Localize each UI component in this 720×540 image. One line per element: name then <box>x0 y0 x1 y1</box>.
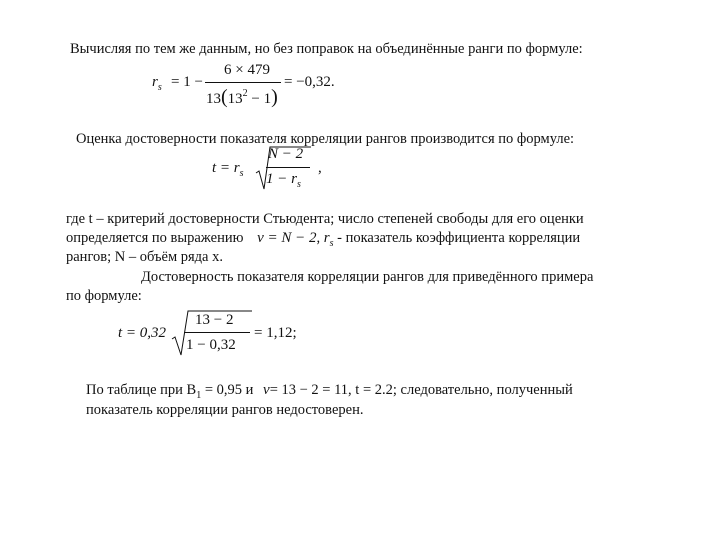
para-line-4: Достоверность показателя корреляции рангов для приведённого примера <box>141 269 594 285</box>
reliability-heading: Оценка достоверности показателя корреляции рангов производится по формуле: <box>76 131 575 147</box>
nu-formula: v = N − 2 <box>257 230 317 246</box>
f1-result: = −0,32. <box>284 74 335 90</box>
rs-symbol: $r_s$ <box>323 230 334 249</box>
f1-numerator: 6 × 479 <box>224 62 270 78</box>
conclusion-line-2: показатель корреляции рангов недостоверен. <box>86 402 364 418</box>
f2-numerator: N − 2 <box>268 146 304 162</box>
conclusion-line-1: По таблице при $В_1 = 0,95$ и v= 13 − 2 = 11, t = 2.2; следовательно, полученный <box>86 382 573 401</box>
f1-eq: = 1 − <box>171 74 203 90</box>
f2-tail: , <box>318 160 322 176</box>
para-line-3: рангов; N – объём ряда x. <box>66 249 223 265</box>
f2-lhs: $t = r_s$ <box>212 160 244 179</box>
f3-fraction-bar <box>184 332 250 333</box>
f1-denominator: $13(13^2 - 1)$ <box>206 86 278 108</box>
f3-denominator: 1 − 0,32 <box>186 337 236 353</box>
f2-fraction-bar <box>266 167 310 168</box>
f3-result: = 1,12; <box>254 325 297 341</box>
para-line-2: определяется по выражению v = N − 2, $r_s$ - показатель коэффициента корреляции <box>66 230 581 249</box>
para-line-1: где t – критерий достоверности Стьюдента; число степеней свободы для его оценки <box>66 211 584 227</box>
f1-fraction-bar <box>205 82 281 83</box>
f2-denominator: $1 - r_s$ <box>266 171 301 190</box>
f3-numerator: 13 − 2 <box>195 312 234 328</box>
nu-symbol: v <box>263 382 270 398</box>
f3-lhs: t = 0,32 <box>118 325 167 341</box>
para-line-5: по формуле: <box>66 288 142 304</box>
intro-line: Вычисляя по тем же данным, но без поправок на объединённые ранги по формуле: <box>70 41 583 57</box>
f1-lhs: $r_s$ <box>152 74 162 93</box>
